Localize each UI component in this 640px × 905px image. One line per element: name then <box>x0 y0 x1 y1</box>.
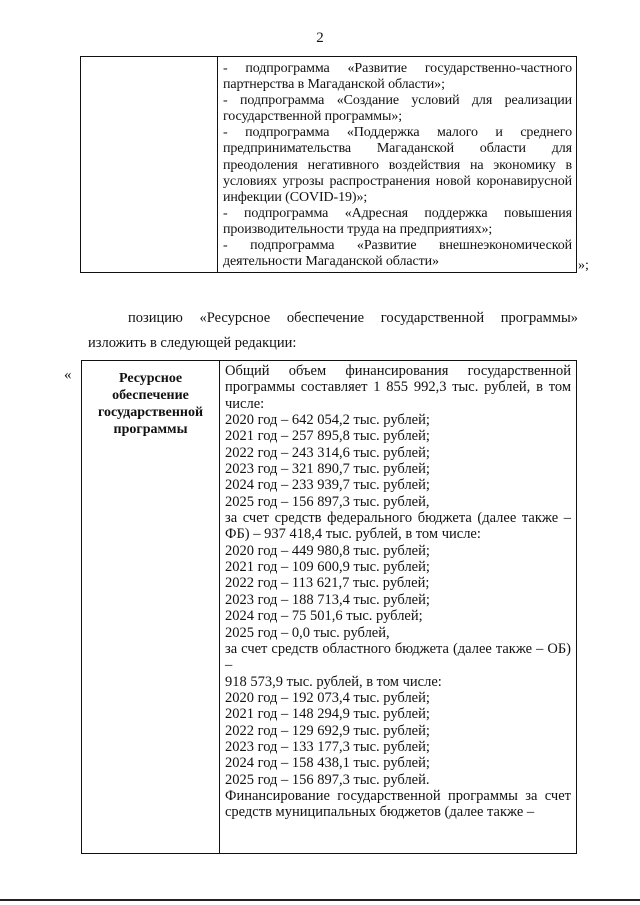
funding-year-line: 2022 год – 243 314,6 тыс. рублей; <box>225 444 430 461</box>
amendment-paragraph-continuation: изложить в следующей редакции: <box>88 335 297 351</box>
subprogram-item: - подпрограмма «Развитие внешнеэкономической деятельности Магаданской области» <box>223 238 572 270</box>
amendment-paragraph: позицию «Ресурсное обеспечение государственной программы» <box>128 310 578 326</box>
resource-label-cell <box>82 361 220 854</box>
subprogram-item: - подпрограмма «Создание условий для реализации государственной программы»; <box>223 93 572 125</box>
funding-year-line: 2020 год – 642 054,2 тыс. рублей; <box>225 412 430 429</box>
page-bottom-border <box>0 899 640 901</box>
regional-budget-total: 918 573,9 тыс. рублей, в том числе: <box>225 673 442 690</box>
subprograms-table <box>80 56 577 273</box>
funding-year-line: 2024 год – 233 939,7 тыс. рублей; <box>225 477 430 494</box>
funding-year-line: 2023 год – 133 177,3 тыс. рублей; <box>225 738 430 755</box>
subprograms-list-cell <box>218 57 577 273</box>
funding-total: Общий объем финансирования государственной программы составляет 1 855 992,3 тыс. рублей, в том числе: <box>225 363 571 412</box>
funding-year-line: 2020 год – 449 980,8 тыс. рублей; <box>225 542 430 559</box>
row-label-line: программы <box>113 422 188 437</box>
funding-year-line: 2020 год – 192 073,4 тыс. рублей; <box>225 689 430 706</box>
row-label-line: государственной <box>97 405 204 420</box>
opening-quote: « <box>64 367 72 383</box>
funding-year-line: 2024 год – 75 501,6 тыс. рублей; <box>225 608 423 625</box>
regional-budget-heading: за счет средств областного бюджета (далее также – ОБ) – <box>225 640 571 674</box>
subprogram-item: - подпрограмма «Развитие государственно-частного партнерства в Магаданской области»; <box>223 61 572 93</box>
funding-year-line: 2021 год – 257 895,8 тыс. рублей; <box>225 428 430 445</box>
funding-year-line: 2024 год – 158 438,1 тыс. рублей; <box>225 755 430 772</box>
funding-year-line: 2022 год – 129 692,9 тыс. рублей; <box>225 722 430 739</box>
subprogram-item: - подпрограмма «Поддержка малого и среднего предпринимательства Магаданской области для преодоления негативного воздействия на экономику в условиях угрозы распространения новой коронавирусной инфекции (COVID-19)»; <box>223 125 572 205</box>
funding-content-cell <box>220 361 577 854</box>
row-label-line: Ресурсное <box>118 371 183 386</box>
funding-year-line: 2021 год – 109 600,9 тыс. рублей; <box>225 559 430 576</box>
funding-year-line: 2025 год – 0,0 тыс. рублей, <box>225 624 390 641</box>
row-label-line: обеспечение <box>112 388 189 403</box>
page-number: 2 <box>316 30 324 46</box>
closing-quote: »; <box>578 258 589 273</box>
funding-year-line: 2023 год – 321 890,7 тыс. рублей; <box>225 461 430 478</box>
subprogram-item: - подпрограмма «Адресная поддержка повышения производительности труда на предприятиях»; <box>223 205 572 237</box>
funding-year-line: 2021 год – 148 294,9 тыс. рублей; <box>225 706 430 723</box>
funding-year-line: 2023 год – 188 713,4 тыс. рублей; <box>225 591 430 608</box>
funding-year-line: 2025 год – 156 897,3 тыс. рублей. <box>225 771 430 788</box>
resource-table <box>81 360 577 854</box>
funding-year-line: 2025 год – 156 897,3 тыс. рублей, <box>225 493 430 510</box>
municipal-budget-text: Финансирование государственной программы за счет средств муниципальных бюджетов (далее также – <box>225 787 571 821</box>
subprograms-label-cell <box>81 57 218 273</box>
federal-budget-total: за счет средств федерального бюджета (далее также – ФБ) – 937 418,4 тыс. рублей, в том числе: <box>225 510 571 543</box>
funding-year-line: 2022 год – 113 621,7 тыс. рублей; <box>225 575 430 592</box>
